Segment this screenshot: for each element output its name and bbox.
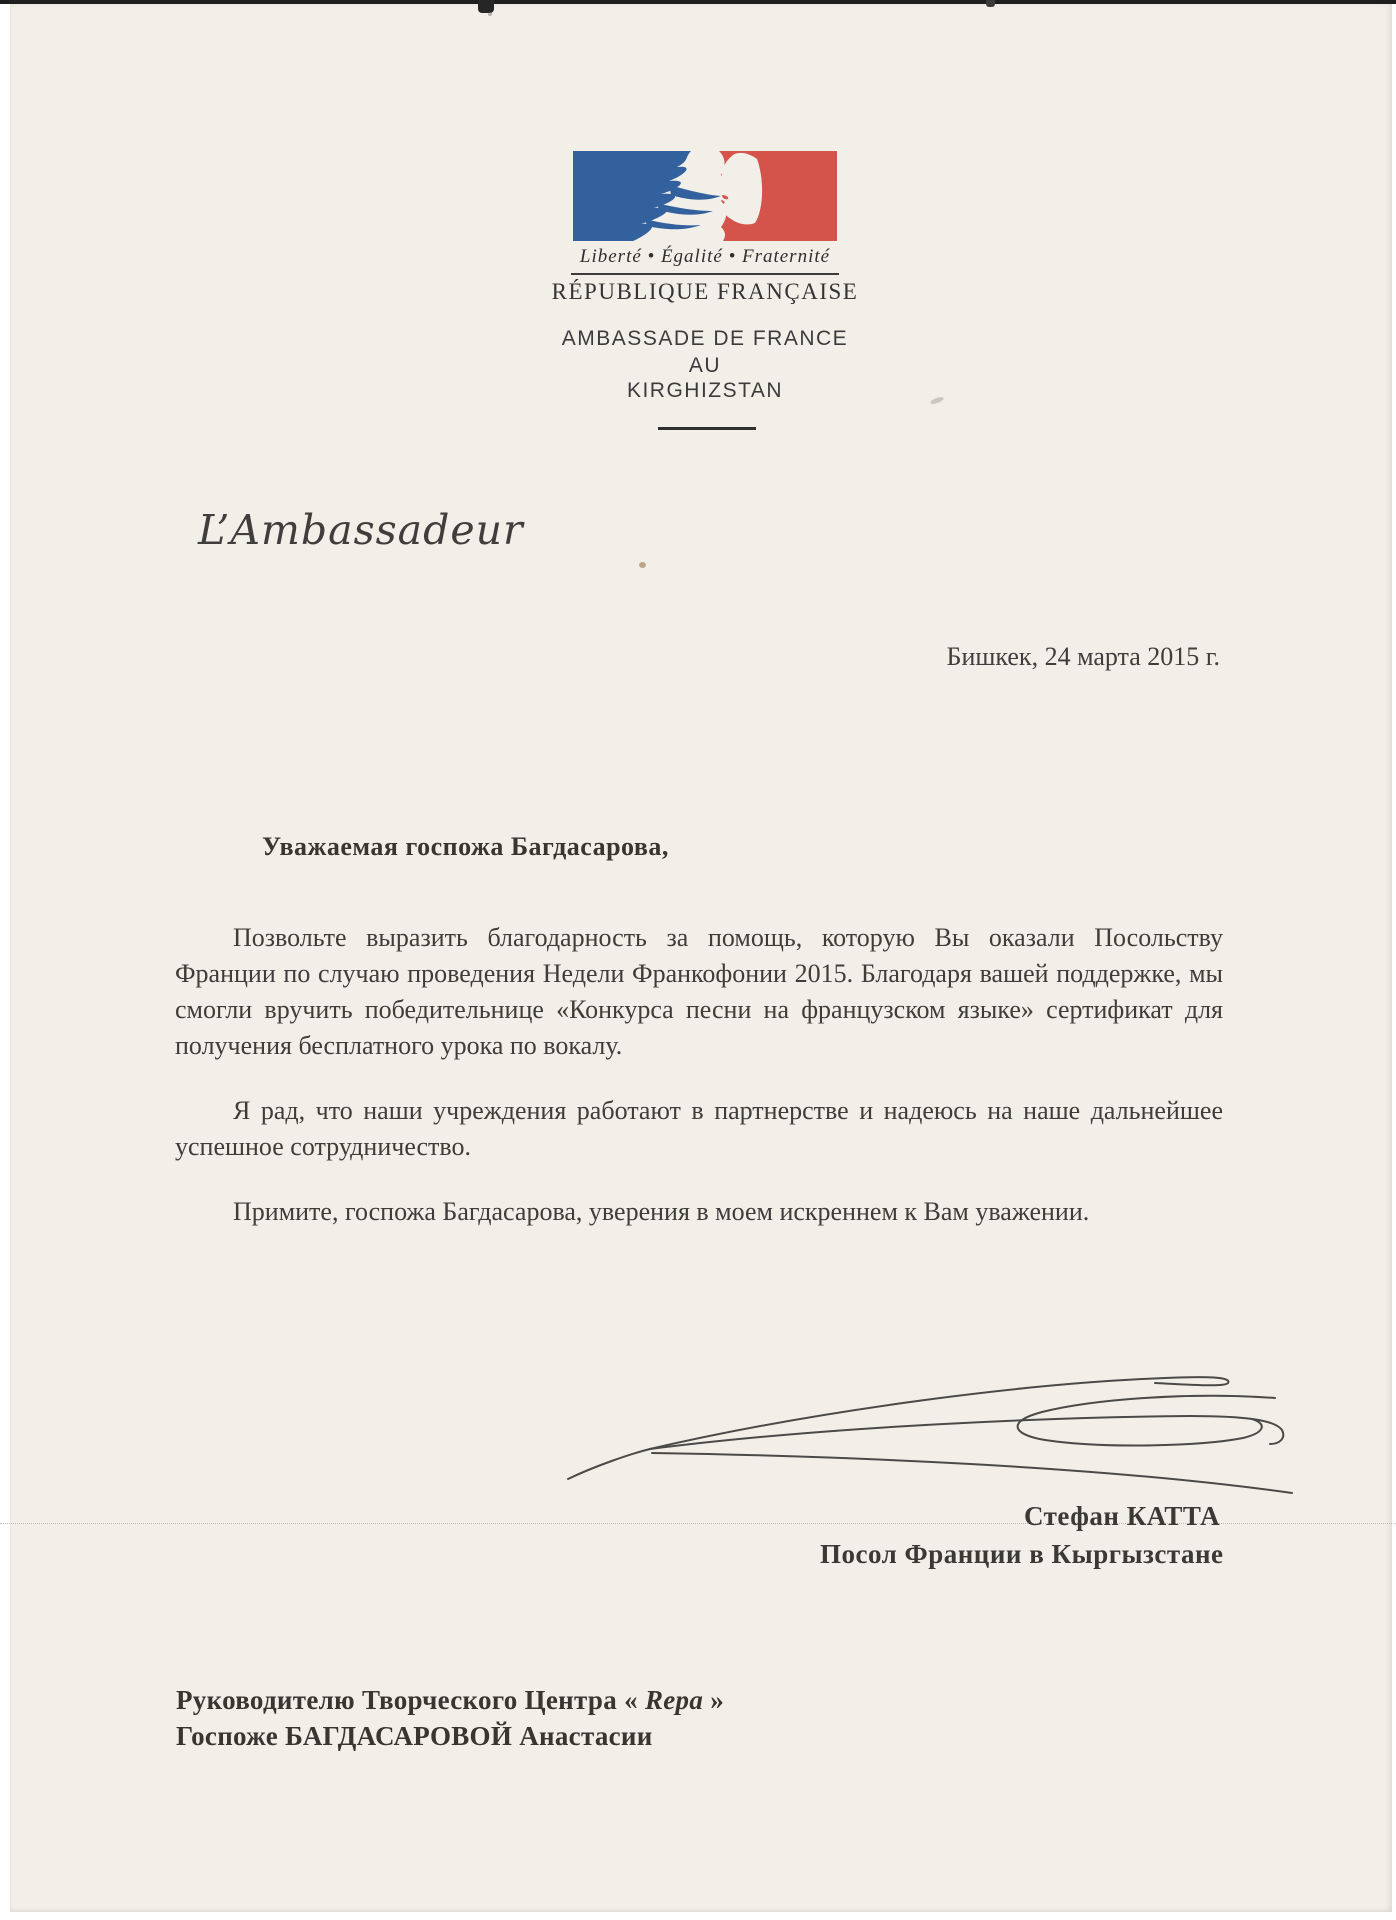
recipient-line-2: Госпоже БАГДАСАРОВОЙ Анастасии [176,1721,653,1751]
recipient-line-1 [176,1682,724,1718]
body-paragraph-3: Примите, госпожа Багдасарова, уверения в моем искреннем к Вам уважении. [233,1197,1090,1226]
recipient-role: Руководителю Творческого Центра « [176,1685,645,1715]
body-paragraph-1: Позвольте выразить благодарность за помощь, которую Вы оказали Посольству Франции по случаю проведения Недели Франкофонии 2015. Благодаря вашей поддержке, мы смогли вручить победительнице «Конкурса песни на французском языке» сертификат для получения бесплатного урока по вокалу. [175,923,1223,1060]
salutation: Уважаемая госпожа Багдасарова, [262,832,669,861]
letterhead-line-3: KIRGHIZSTAN [626,379,784,402]
scan-speck [639,562,646,568]
recipient-quote-close: » [703,1685,725,1715]
letter-body [175,920,1223,1230]
dateline: Бишкек, 24 марта 2015 г. [946,642,1220,671]
logo-republic-label: RÉPUBLIQUE FRANÇAISE [551,279,859,304]
recipient-center-name: Repa [644,1685,704,1715]
handwritten-signature [540,1356,1390,1506]
body-paragraph-2: Я рад, что наши учреждения работают в партнерстве и надеюсь на наше дальнейшее успешное сотрудничество. [175,1096,1223,1161]
logo-divider [571,273,839,275]
signatory-name: Стефан КАТТА [1024,1501,1221,1531]
signatory-title: Посол Франции в Кыргызстане [820,1539,1224,1569]
sender-title: L’Ambassadeur [198,506,524,554]
recipient-block [176,1682,724,1754]
letterhead-line-2: AU [688,354,722,377]
letterhead-line-1: AMBASSADE DE FRANCE [561,327,849,350]
scan-artifact [478,0,494,13]
scan-artifact [986,0,995,7]
scan-speck [488,12,492,16]
logo-motto: Liberté • Égalité • Fraternité [579,246,831,267]
scan-edge-top [0,0,1396,4]
letterhead-underline [658,427,756,430]
marianne-logo-icon [573,150,837,242]
